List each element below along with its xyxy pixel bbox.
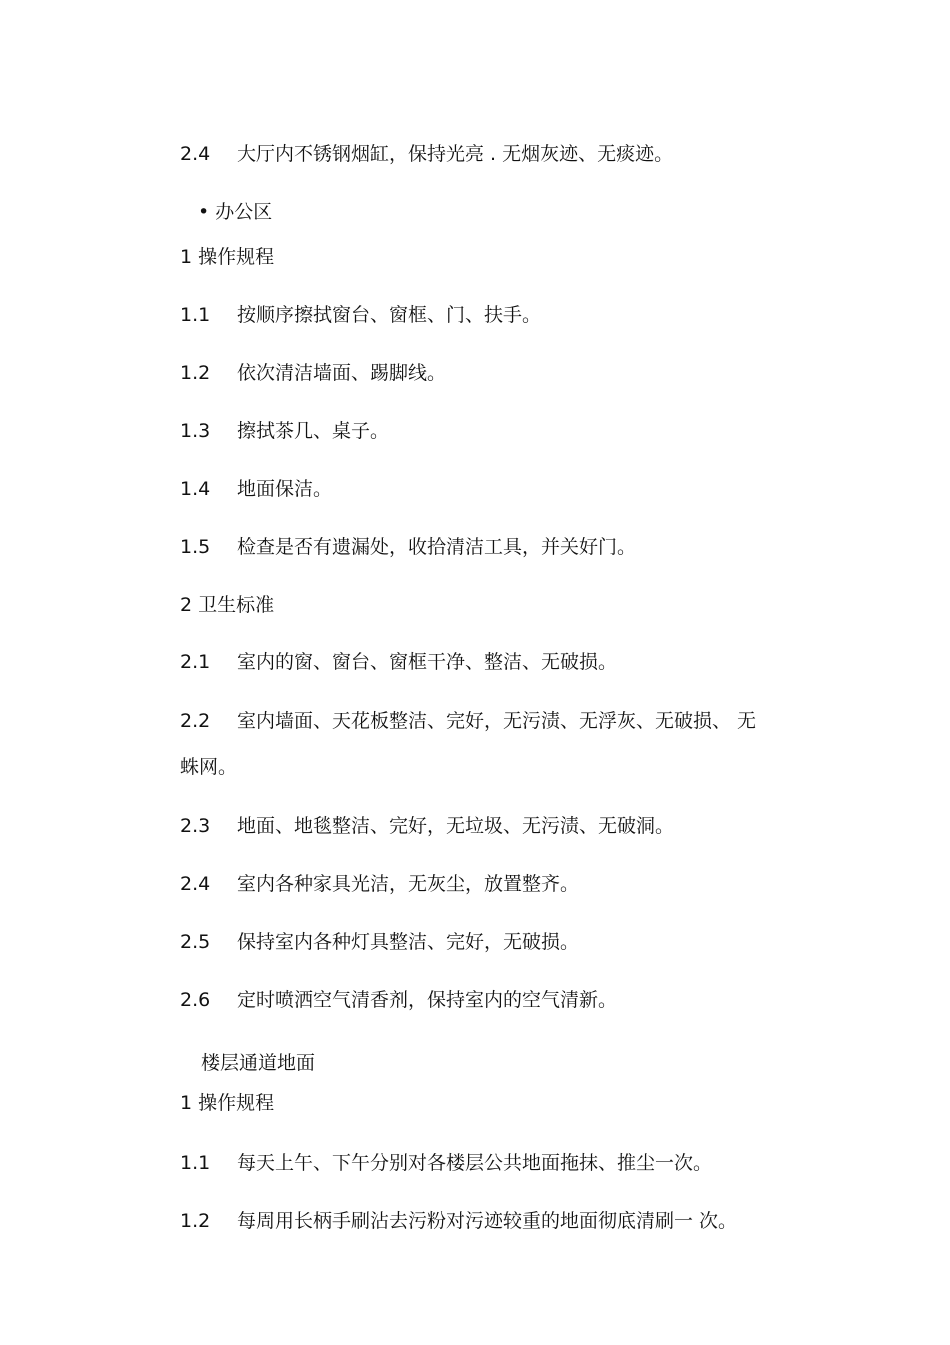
list-item <box>180 142 673 166</box>
item-text: 室内墙面、天花板整洁、完好，无污渍、无浮灰、无破损、 无 <box>237 710 757 732</box>
item-number: 2.5 <box>180 931 211 953</box>
item-number: 1.1 <box>180 1152 211 1174</box>
item-text: 地面保洁。 <box>237 478 333 500</box>
list-item <box>180 535 636 559</box>
item-text: 室内的窗、窗台、窗框干净、整洁、无破损。 <box>237 651 618 673</box>
item-text: 依次清洁墙面、踢脚线。 <box>237 362 447 384</box>
list-item <box>180 872 579 896</box>
item-text: 每天上午、下午分别对各楼层公共地面拖抹、推尘一次。 <box>237 1152 713 1174</box>
list-item <box>180 1151 712 1175</box>
list-item <box>180 650 617 674</box>
list-item <box>180 814 674 838</box>
subsection-heading: 2 卫生标准 <box>180 594 275 616</box>
list-item <box>180 477 332 501</box>
list-item-continuation: 蛛网。 <box>180 756 238 778</box>
item-text: 检查是否有遗漏处，收拾清洁工具，并关好门。 <box>237 536 637 558</box>
item-number: 1.2 <box>180 1210 211 1232</box>
item-number: 2.4 <box>180 143 211 165</box>
item-number: 2.3 <box>180 815 211 837</box>
list-item <box>180 1209 737 1233</box>
list-item <box>180 988 617 1012</box>
item-number: 1.5 <box>180 536 211 558</box>
item-number: 1.3 <box>180 420 211 442</box>
item-number: 1.4 <box>180 478 211 500</box>
list-item <box>180 709 756 733</box>
list-item <box>180 930 579 954</box>
item-text: 擦拭茶几、桌子。 <box>237 420 390 442</box>
item-text: 室内各种家具光洁，无灰尘，放置整齐。 <box>237 873 580 895</box>
item-text: 定时喷洒空气清香剂，保持室内的空气清新。 <box>237 989 618 1011</box>
item-number: 2.4 <box>180 873 211 895</box>
list-item <box>180 419 389 443</box>
item-number: 1.1 <box>180 304 211 326</box>
subsection-heading: 1 操作规程 <box>180 1092 275 1114</box>
section-heading-corridor: 楼层通道地面 <box>201 1052 316 1074</box>
item-number: 2.1 <box>180 651 211 673</box>
subsection-heading: 1 操作规程 <box>180 246 275 268</box>
item-number: 1.2 <box>180 362 211 384</box>
list-item <box>180 361 446 385</box>
list-item <box>180 303 541 327</box>
item-text: 地面、地毯整洁、完好，无垃圾、无污渍、无破洞。 <box>237 815 675 837</box>
item-text: 保持室内各种灯具整洁、完好，无破损。 <box>237 931 580 953</box>
item-number: 2.2 <box>180 710 211 732</box>
item-text: 按顺序擦拭窗台、窗框、门、扶手。 <box>237 304 542 326</box>
section-heading-office: • 办公区 <box>198 201 273 223</box>
item-text: 大厅内不锈钢烟缸，保持光亮 . 无烟灰迹、无痰迹。 <box>237 143 674 165</box>
item-number: 2.6 <box>180 989 211 1011</box>
item-text: 每周用长柄手刷沾去污粉对污迹较重的地面彻底清刷一 次。 <box>237 1210 738 1232</box>
